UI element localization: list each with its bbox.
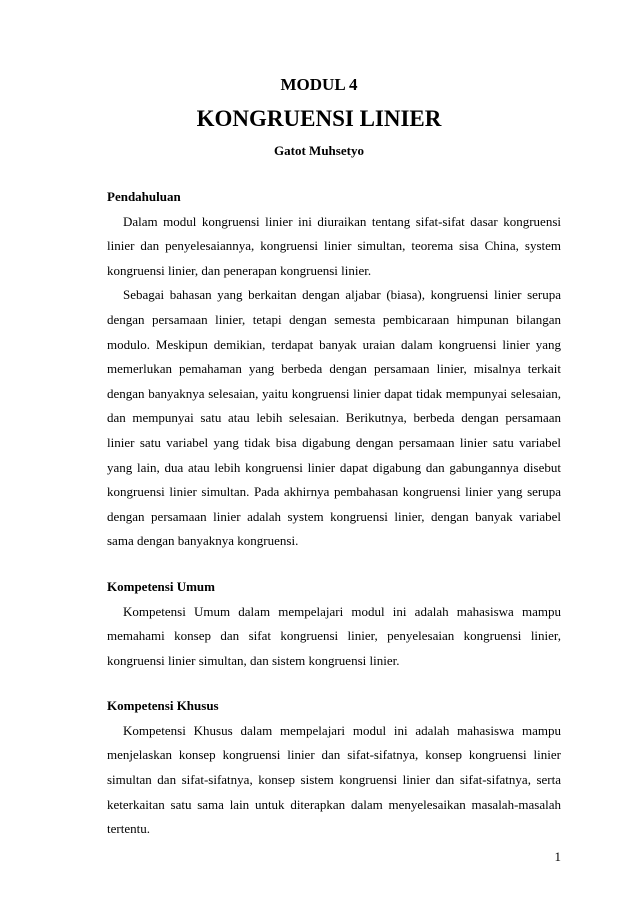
paragraph: Dalam modul kongruensi linier ini diuraikan tentang sifat-sifat dasar kongruensi linier dan penyelesaiannya, kongruensi linier simultan, teorema sisa China, system kongruensi linier, dan penerapan kongruensi linier. <box>107 213 561 278</box>
module-label: MODUL 4 <box>280 75 358 94</box>
paragraph: Kompetensi Umum dalam mempelajari modul ini adalah mahasiswa mampu memahami konsep dan sifat kongruensi linier, penyelesaian kongruensi linier, kongruensi linier simultan, dan sistem kongruensi linier. <box>107 603 561 668</box>
paragraph: Sebagai bahasan yang berkaitan dengan aljabar (biasa), kongruensi linier serupa dengan persamaan linier, tetapi dengan semesta pembicaraan himpunan bilangan modulo. Meskipun demikian, terdapat banyak uraian dalam kongruensi linier yang memerlukan pemahaman yang berbeda dengan persamaan linier, misalnya terkait dengan banyaknya selesaian, yaitu kongruensi linier dapat tidak mempunyai selesaian, dan mempunyai satu atau lebih selesaian. Berikutnya, berbeda dengan persamaan linier satu variabel yang tidak bisa digabung dengan persamaan linier satu variabel yang lain, dua atau lebih kongruensi linier dapat digabung dan gabungannya disebut kongruensi linier simultan. Pada akhirnya pembahasan kongruensi linier yang serupa dengan persamaan linier adalah system kongruensi linier, dengan banyak variabel sama dengan banyaknya kongruensi. <box>107 287 561 549</box>
page-title: KONGRUENSI LINIER <box>196 106 442 131</box>
section-kompetensi-umum <box>107 575 561 673</box>
section-heading: Kompetensi Khusus <box>107 698 219 714</box>
page-number: 1 <box>554 849 561 864</box>
section-kompetensi-khusus <box>107 694 561 842</box>
section-heading: Pendahuluan <box>107 189 181 204</box>
section-pendahuluan <box>107 185 561 554</box>
paragraph: Kompetensi Khusus dalam mempelajari modul ini adalah mahasiswa mampu menjelaskan konsep kongruensi linier dan sifat-sifatnya, konsep kongruensi linier simultan dan sifat-sifatnya, konsep sistem kongruensi linier dan sifat-sifatnya, serta keterkaitan satu sama lain untuk diterapkan dalam menyelesaikan masalah-masalah tertentu. <box>107 722 561 837</box>
author-name: Gatot Muhsetyo <box>274 143 364 158</box>
section-heading: Kompetensi Umum <box>107 578 215 594</box>
document-body <box>107 185 561 863</box>
